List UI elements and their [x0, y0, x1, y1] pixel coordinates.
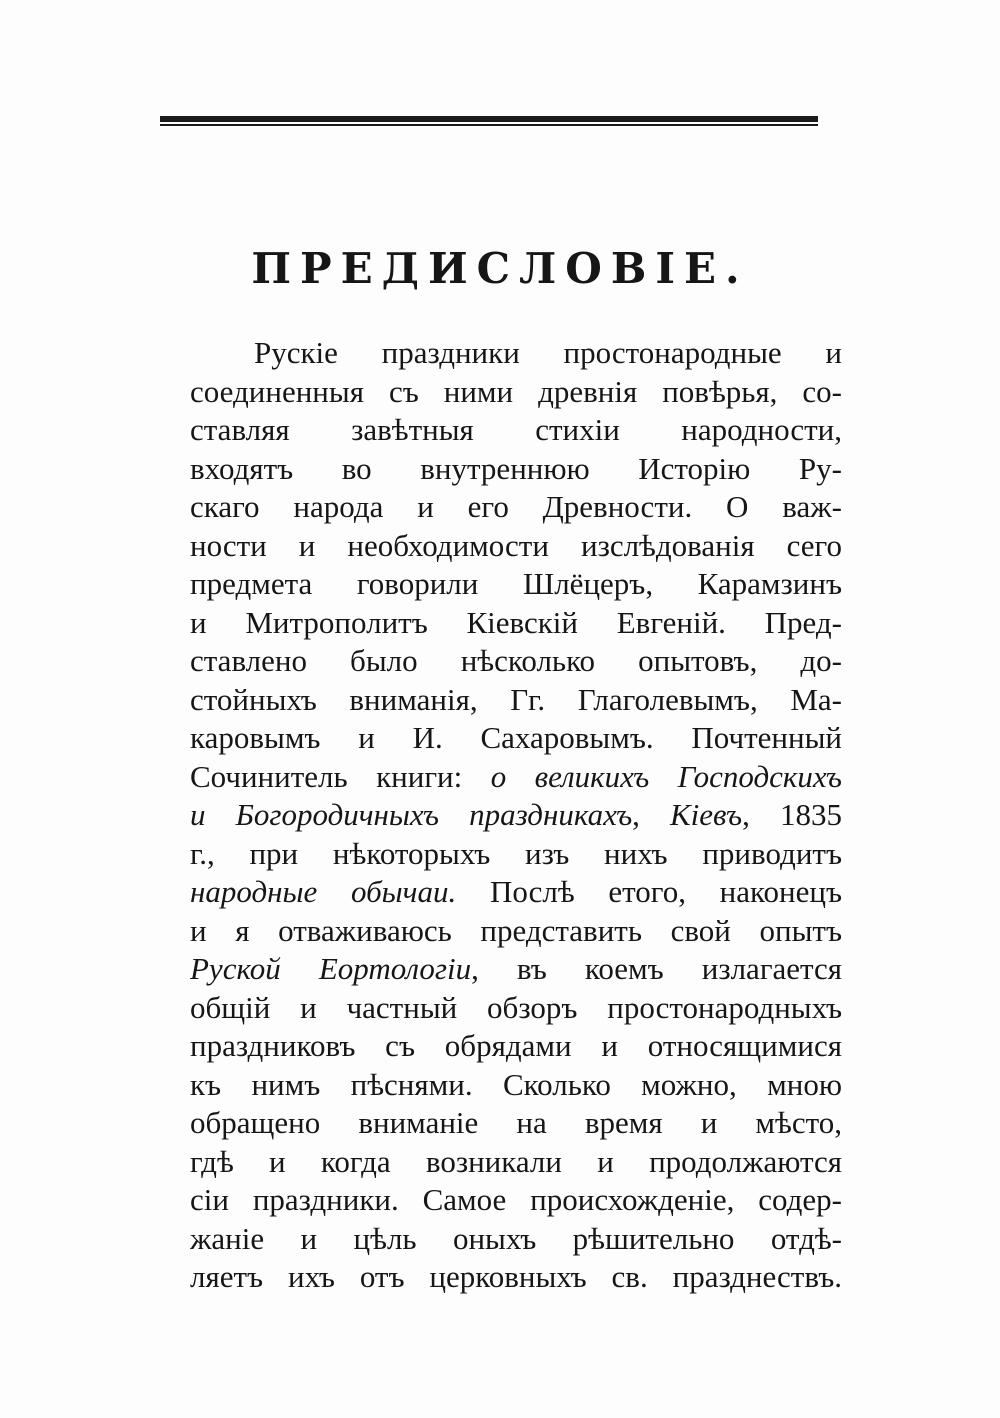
text-line: Рускіе праздники простонародные и [254, 335, 842, 370]
top-rule-thick [160, 116, 818, 122]
text-line: Руской Еортологіи, въ коемъ излагается [190, 951, 842, 986]
text-line: и я отваживаюсь представить свой опытъ [190, 912, 842, 948]
text-line: входятъ во внутреннюю Исторію Ру- [190, 450, 842, 486]
text-line: сіи праздники. Самое происхожденіе, содер- [190, 1182, 842, 1217]
text-line: и Митрополитъ Кіевскій Евгеній. Пред- [190, 604, 842, 640]
italic-phrase: народные обычаи. [190, 874, 457, 909]
text-line: предмета говорили Шлёцеръ, Карамзинъ [190, 566, 842, 601]
text-line: скаго народа и его Древности. О важ- [190, 489, 842, 524]
text-line: къ нимъ пѣснями. Сколько можно, мною [190, 1066, 842, 1102]
text-line: жаніе и цѣль оныхъ рѣшительно отдѣ- [190, 1220, 842, 1256]
text-line: ности и необходимости изслѣдованія сего [190, 527, 842, 563]
text-line: обращено вниманіе на время и мѣсто, [190, 1105, 842, 1140]
italic-phrase: Руской Еортологіи [190, 951, 472, 986]
page-heading: ПРЕДИСЛОВІЕ. [251, 244, 749, 293]
text-line: ляетъ ихъ отъ церковныхъ св. празднествъ. [190, 1259, 842, 1294]
text-line: ставлено было нѣсколько опытовъ, до- [190, 643, 842, 678]
italic-place: Кіевъ [670, 797, 743, 832]
text-line: Сочинитель книги: о великихъ Господскихъ [190, 758, 842, 794]
italic-book-title: и Богородичныхъ праздникахъ [190, 797, 633, 832]
text-line: каровымъ и И. Сахаровымъ. Почтенный [190, 720, 842, 755]
text-line: народные обычаи. Послѣ етого, наконецъ [190, 874, 842, 909]
italic-book-title: о великихъ Господскихъ [490, 758, 842, 794]
text-line: ставляя завѣтныя стихіи народности, [190, 412, 842, 447]
text-line: стойныхъ вниманія, Гг. Глаголевымъ, Ма- [190, 681, 842, 717]
preface-paragraph [190, 334, 842, 1297]
text-line: общій и частный обзоръ простонародныхъ [190, 989, 842, 1025]
text-line: и Богородичныхъ праздникахъ, Кіевъ, 1835 [190, 797, 842, 832]
text-line: праздниковъ съ обрядами и относящимися [190, 1028, 842, 1063]
text-line: гдѣ и когда возникали и продолжаются [190, 1143, 842, 1179]
text-line: г., при нѣкоторыхъ изъ нихъ приводитъ [190, 835, 842, 871]
text-line: соединенныя съ ними древнія повѣрья, со- [190, 373, 842, 409]
top-rule-thin [160, 124, 818, 126]
